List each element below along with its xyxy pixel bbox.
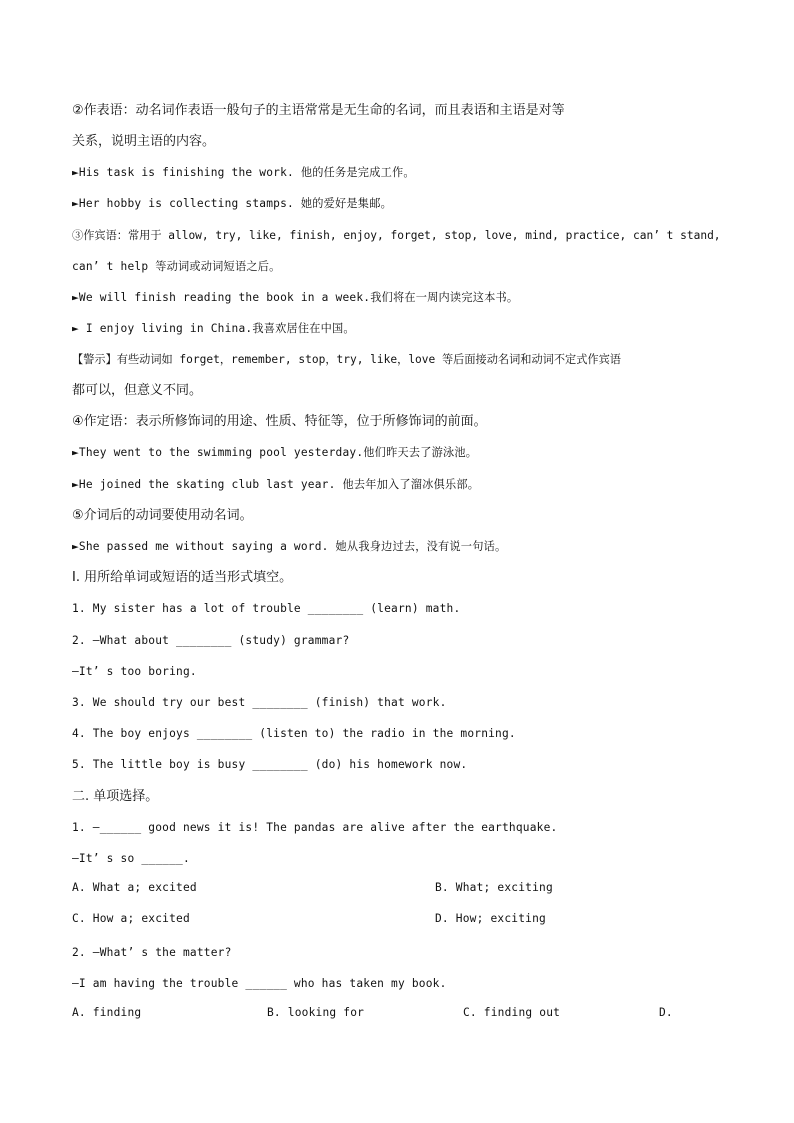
- question-line: 3. We should try our best ________ (finish) that work.: [72, 696, 447, 709]
- section-heading: 二. 单项选择。: [72, 789, 159, 804]
- example-line: ►We will finish reading the book in a week.我们将在一周内读完这本书。: [72, 291, 519, 304]
- section-heading: I. 用所给单词或短语的适当形式填空。: [72, 570, 293, 585]
- option-c: C. finding out: [463, 1006, 561, 1019]
- question-line: 2. —What’ s the matter?: [72, 946, 232, 959]
- text-line: ③作宾语：常用于 allow, try, like, finish, enjoy, forget, stop, love, mind, practice, can’ t stand,: [72, 229, 721, 242]
- option-d: D. How; exciting: [435, 912, 546, 925]
- question-line: —I am having the trouble ______ who has taken my book.: [72, 977, 447, 990]
- example-line: ►They went to the swimming pool yesterday.他们昨天去了游泳池。: [72, 446, 478, 459]
- option-b: B. looking for: [267, 1006, 365, 1019]
- question-line: 4. The boy enjoys ________ (listen to) the radio in the morning.: [72, 727, 516, 740]
- warning-line: 【警示】有些动词如 forget，remember, stop，try, like，love 等后面接动名词和动词不定式作宾语: [72, 353, 621, 366]
- text-line: ②作表语：动名词作表语一般句子的主语常常是无生命的名词，而且表语和主语是对等: [72, 103, 565, 118]
- text-line: ⑤介词后的动词要使用动名词。: [72, 508, 253, 523]
- option-d: D.: [659, 1006, 673, 1019]
- option-a: A. What a; excited: [72, 881, 197, 894]
- option-c: C. How a; excited: [72, 912, 190, 925]
- example-line: ►His task is finishing the work. 他的任务是完成工作。: [72, 166, 415, 179]
- example-line: ►She passed me without saying a word. 她从我身边过去，没有说一句话。: [72, 540, 507, 553]
- example-line: ►Her hobby is collecting stamps. 她的爱好是集邮。: [72, 197, 392, 210]
- option-a: A. finding: [72, 1006, 142, 1019]
- question-line: —It’ s so ______.: [72, 852, 190, 865]
- text-line: can’ t help 等动词或动词短语之后。: [72, 260, 281, 273]
- text-line: 都可以，但意义不同。: [72, 383, 203, 398]
- option-b: B. What; exciting: [435, 881, 553, 894]
- question-line: 1. —______ good news it is! The pandas are alive after the earthquake.: [72, 821, 558, 834]
- text-line: ④作定语：表示所修饰词的用途、性质、特征等，位于所修饰词的前面。: [72, 414, 487, 429]
- question-line: 2. —What about ________ (study) grammar?: [72, 634, 350, 647]
- example-line: ►He joined the skating club last year. 他去年加入了溜冰俱乐部。: [72, 478, 480, 491]
- example-line: ► I enjoy living in China.我喜欢居住在中国。: [72, 322, 355, 335]
- text-line: 关系，说明主语的内容。: [72, 134, 216, 149]
- question-line: 1. My sister has a lot of trouble ________ (learn) math.: [72, 602, 461, 615]
- question-line: —It’ s too boring.: [72, 665, 197, 678]
- question-line: 5. The little boy is busy ________ (do) his homework now.: [72, 758, 468, 771]
